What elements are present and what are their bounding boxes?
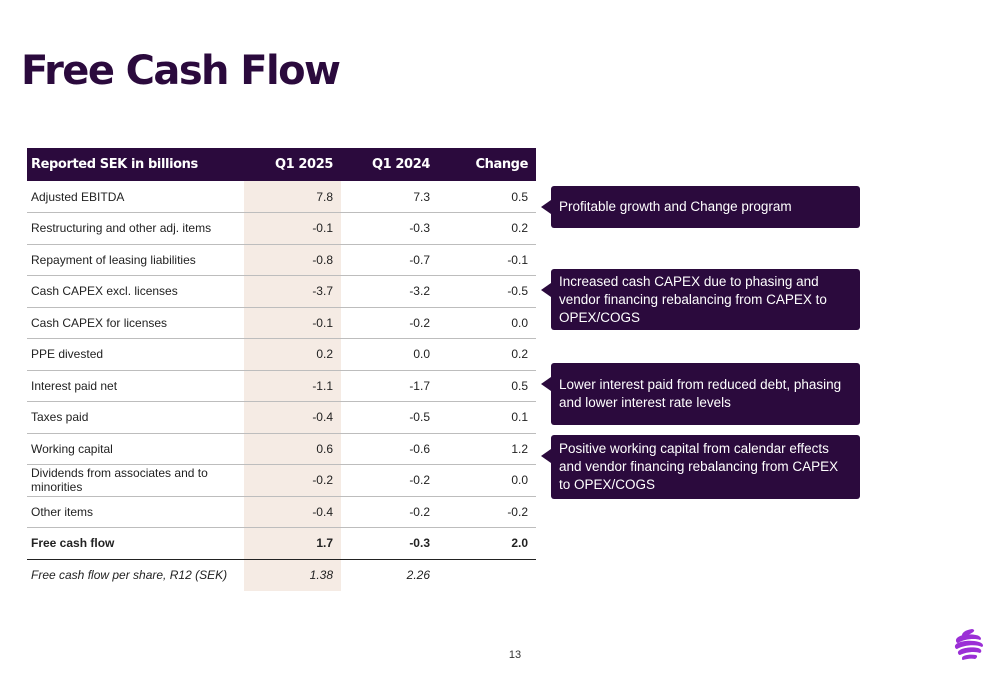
table-header-row — [27, 148, 536, 181]
q1-2024-value: -1.7 — [341, 370, 438, 402]
q1-2025-value: 1.38 — [244, 559, 341, 591]
total-row — [27, 528, 536, 560]
row-label: Cash CAPEX excl. licenses — [27, 276, 244, 308]
q1-2024-value: 0.0 — [341, 339, 438, 371]
free-cash-flow-table — [27, 148, 536, 591]
q1-2025-value: -0.4 — [244, 402, 341, 434]
q1-2025-value: -0.1 — [244, 213, 341, 245]
callout-working-capital — [551, 435, 860, 499]
header-q1-2025: Q1 2025 — [244, 148, 341, 181]
table-row — [27, 181, 536, 213]
q1-2024-value: -0.6 — [341, 433, 438, 465]
change-value: -0.1 — [438, 244, 536, 276]
change-value: 0.0 — [438, 465, 536, 497]
q1-2024-value: -0.2 — [341, 307, 438, 339]
row-label: Taxes paid — [27, 402, 244, 434]
row-label: Free cash flow per share, R12 (SEK) — [31, 568, 228, 582]
table-row — [27, 496, 536, 528]
change-value: 0.2 — [438, 339, 536, 371]
q1-2024-value: -0.5 — [341, 402, 438, 434]
callout-text: Lower interest paid from reduced debt, phasing and lower interest rate levels — [559, 377, 842, 410]
callout-capex — [551, 269, 860, 330]
row-label: Dividends from associates and to minorities — [27, 465, 244, 497]
q1-2024-value: -0.3 — [341, 213, 438, 245]
q1-2025-value: 1.7 — [244, 528, 341, 560]
table-row — [27, 276, 536, 308]
row-label: Free cash flow — [27, 528, 244, 560]
change-value: 1.2 — [438, 433, 536, 465]
callout-pointer — [541, 200, 551, 214]
q1-2024-value: -0.3 — [341, 528, 438, 560]
row-label: Repayment of leasing liabilities — [27, 244, 244, 276]
callout-ebitda — [551, 186, 860, 228]
table-row — [27, 370, 536, 402]
q1-2025-value: -3.7 — [244, 276, 341, 308]
page-title: Free Cash Flow — [21, 48, 340, 94]
callout-text: Positive working capital from calendar effects and vendor financing rebalancing from CAPEX to OPEX/COGS — [559, 441, 839, 492]
q1-2025-value: -0.2 — [244, 465, 341, 497]
q1-2025-value: -0.8 — [244, 244, 341, 276]
table-row — [27, 307, 536, 339]
row-label: Working capital — [27, 433, 244, 465]
table-row — [27, 339, 536, 371]
q1-2025-value: -1.1 — [244, 370, 341, 402]
change-value: 2.0 — [438, 528, 536, 560]
row-label: Adjusted EBITDA — [27, 181, 244, 213]
telia-logo-icon — [950, 627, 986, 663]
row-label: Interest paid net — [27, 370, 244, 402]
change-value: 0.1 — [438, 402, 536, 434]
table-row — [27, 402, 536, 434]
callout-pointer — [541, 449, 551, 463]
callout-pointer — [541, 377, 551, 391]
table-row — [27, 213, 536, 245]
change-value: 0.2 — [438, 213, 536, 245]
callout-text: Increased cash CAPEX due to phasing and vendor financing rebalancing from CAPEX to OPEX/COGS — [559, 273, 827, 325]
q1-2025-value: 0.2 — [244, 339, 341, 371]
page-number: 13 — [508, 649, 522, 661]
q1-2024-value: -3.2 — [341, 276, 438, 308]
change-value: -0.5 — [438, 276, 536, 308]
row-label: PPE divested — [27, 339, 244, 371]
header-change: Change — [438, 148, 536, 181]
header-label: Reported SEK in billions — [27, 148, 244, 181]
callout-interest — [551, 363, 860, 425]
change-value: 0.5 — [438, 181, 536, 213]
change-value: -0.2 — [438, 496, 536, 528]
row-label: Restructuring and other adj. items — [27, 213, 244, 245]
change-value: 0.0 — [438, 307, 536, 339]
table-row — [27, 244, 536, 276]
per-share-row — [27, 559, 536, 591]
q1-2025-value: -0.1 — [244, 307, 341, 339]
row-label: Other items — [27, 496, 244, 528]
change-value — [438, 559, 536, 591]
q1-2025-value: -0.4 — [244, 496, 341, 528]
q1-2024-value: 7.3 — [341, 181, 438, 213]
q1-2024-value: 2.26 — [406, 568, 430, 582]
callout-pointer — [541, 283, 551, 297]
q1-2024-value: -0.7 — [341, 244, 438, 276]
callout-text: Profitable growth and Change program — [559, 199, 792, 214]
row-label: Cash CAPEX for licenses — [27, 307, 244, 339]
change-value: 0.5 — [438, 370, 536, 402]
q1-2025-value: 7.8 — [244, 181, 341, 213]
table-row — [27, 465, 536, 497]
table-row — [27, 433, 536, 465]
header-q1-2024: Q1 2024 — [341, 148, 438, 181]
q1-2024-value: -0.2 — [341, 465, 438, 497]
q1-2024-value: -0.2 — [341, 496, 438, 528]
q1-2025-value: 0.6 — [244, 433, 341, 465]
